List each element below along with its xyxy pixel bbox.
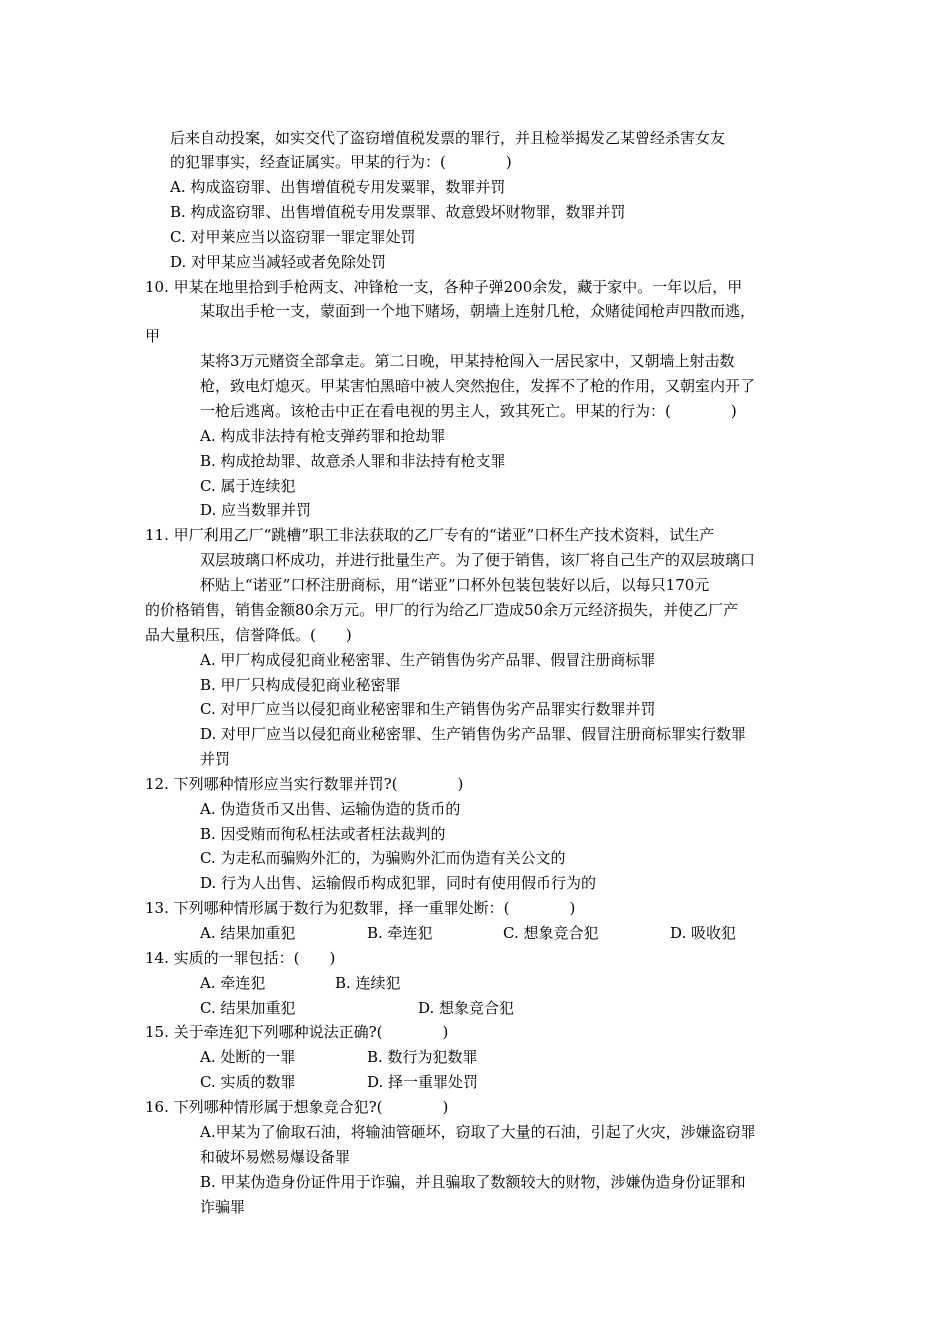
q11-option-b: B. 甲厂只构成侵犯商业秘密罪 — [200, 676, 401, 694]
q9-option-c: C. 对甲莱应当以盗窃罪一罪定罪处罚 — [170, 228, 416, 246]
q15-option-b: B. 数行为犯数罪 — [367, 1048, 478, 1066]
q14-option-a: A. 牵连犯 — [200, 974, 266, 992]
q13-option-b: B. 牵连犯 — [367, 924, 433, 942]
q14-option-d: D. 想象竞合犯 — [418, 999, 515, 1017]
q10-text-line-3: 甲 — [145, 327, 161, 345]
q15-option-a: A. 处断的一罪 — [200, 1048, 296, 1066]
q13-text-line-1: 13. 下列哪种情形属于数行为犯数罪，择一重罪处断：( ) — [145, 899, 576, 917]
q11-option-d-cont: 并罚 — [200, 750, 231, 768]
q13-option-d: D. 吸收犯 — [670, 924, 737, 942]
q13-option-c: C. 想象竞合犯 — [503, 924, 599, 942]
q15-text-line-1: 15. 关于牵连犯下列哪种说法正确?( ) — [145, 1023, 449, 1041]
q12-option-b: B. 因受贿而徇私枉法或者枉法裁判的 — [200, 825, 446, 843]
q10-option-a: A. 构成非法持有枪支弹药罪和抢劫罪 — [200, 427, 446, 445]
q10-option-d: D. 应当数罪并罚 — [200, 501, 312, 519]
q10-text-line-6: 一枪后逃离。该枪击中正在看电视的男主人，致其死亡。甲某的行为：( ) — [200, 402, 737, 420]
q16-text-line-1: 16. 下列哪种情形属于想象竞合犯?( ) — [145, 1098, 449, 1116]
q11-text-line-2: 双层玻璃口杯成功，并进行批量生产。为了便于销售，该厂将自己生产的双层玻璃口 — [200, 551, 756, 569]
q14-text-line-1: 14. 实质的一罪包括：( ) — [145, 949, 336, 967]
q15-options-row-1 — [0, 1047, 950, 1067]
q14-options-row-1 — [0, 973, 950, 993]
q15-option-c: C. 实质的数罪 — [200, 1073, 296, 1091]
q16-option-b-cont: 诈骗罪 — [200, 1198, 246, 1216]
q10-option-c: C. 属于连续犯 — [200, 477, 296, 495]
q16-option-a-cont: 和破坏易燃易爆设备罪 — [200, 1148, 351, 1166]
q9-text-line-1: 后来自动投案，如实交代了盗窃增值税发票的罪行，并且检举揭发乙某曾经杀害女友 — [170, 129, 726, 147]
q9-text-line-2: 的犯罪事实，经查证属实。甲某的行为：( ) — [170, 153, 512, 171]
q10-text-line-1: 10. 甲某在地里拾到手枪两支、冲锋枪一支，各种子弹200余发，藏于家中。一年以后，甲 — [145, 278, 743, 296]
q15-options-row-2 — [0, 1072, 950, 1092]
q9-option-a: A. 构成盗窃罪、出售增值税专用发粟罪，数罪并罚 — [170, 178, 506, 196]
q16-option-a: A.甲某为了偷取石油，将输油管砸坏，窃取了大量的石油，引起了火灾，涉嫌盗窃罪 — [200, 1123, 756, 1141]
q11-text-line-4: 的价格销售，销售金额80余万元。甲厂的行为给乙厂造成50余万元经济损失，并使乙厂产 — [145, 601, 739, 619]
q15-option-d: D. 择一重罪处罚 — [367, 1073, 479, 1091]
q13-options-row — [0, 923, 950, 943]
q13-option-a: A. 结果加重犯 — [200, 924, 296, 942]
q10-text-line-2: 某取出手枪一支，蒙面到一个地下赌场，朝墙上连射几枪，众赌徒闻枪声四散而逃， — [200, 302, 756, 320]
q10-text-line-4: 某将3万元赌资全部拿走。第二日晚，甲某持枪闯入一居民家中，又朝墙上射击数 — [200, 352, 735, 370]
q11-option-d: D. 对甲厂应当以侵犯商业秘密罪、生产销售伪劣产品罪、假冒注册商标罪实行数罪 — [200, 725, 747, 743]
q14-option-c: C. 结果加重犯 — [200, 999, 296, 1017]
q11-text-line-3: 杯贴上“诺亚”口杯注册商标，用“诺亚”口杯外包装包装好以后，以每只170元 — [200, 576, 710, 594]
q10-option-b: B. 构成抢劫罪、故意杀人罪和非法持有枪支罪 — [200, 452, 506, 470]
q16-option-b: B. 甲某伪造身份证件用于诈骗，并且骗取了数额较大的财物，涉嫌伪造身份证罪和 — [200, 1173, 746, 1191]
q11-text-line-1: 11. 甲厂利用乙厂“跳槽”职工非法获取的乙厂专有的“诺亚”口杯生产技术资料，试生产 — [145, 526, 715, 544]
q11-option-a: A. 甲厂构成侵犯商业秘密罪、生产销售伪劣产品罪、假冒注册商标罪 — [200, 651, 656, 669]
q12-option-a: A. 伪造货币又出售、运输伪造的货币的 — [200, 800, 461, 818]
q14-option-b: B. 连续犯 — [335, 974, 401, 992]
q12-option-d: D. 行为人出售、运输假币构成犯罪，同时有使用假币行为的 — [200, 874, 597, 892]
q11-text-line-5: 品大量积压，信誉降低。( ) — [145, 626, 352, 644]
q14-options-row-2 — [0, 998, 950, 1018]
q12-option-c: C. 为走私而骗购外汇的，为骗购外汇而伪造有关公文的 — [200, 849, 566, 867]
q9-option-d: D. 对甲某应当减轻或者免除处罚 — [170, 253, 387, 271]
q9-option-b: B. 构成盗窃罪、出售增值税专用发票罪、故意毁坏财物罪，数罪并罚 — [170, 203, 626, 221]
q11-option-c: C. 对甲厂应当以侵犯商业秘密罪和生产销售伪劣产品罪实行数罪并罚 — [200, 700, 656, 718]
q12-text-line-1: 12. 下列哪种情形应当实行数罪并罚?( ) — [145, 775, 464, 793]
q10-text-line-5: 枪，致电灯熄灭。甲某害怕黑暗中被人突然抱住，发挥不了枪的作用，又朝室内开了 — [200, 377, 756, 395]
